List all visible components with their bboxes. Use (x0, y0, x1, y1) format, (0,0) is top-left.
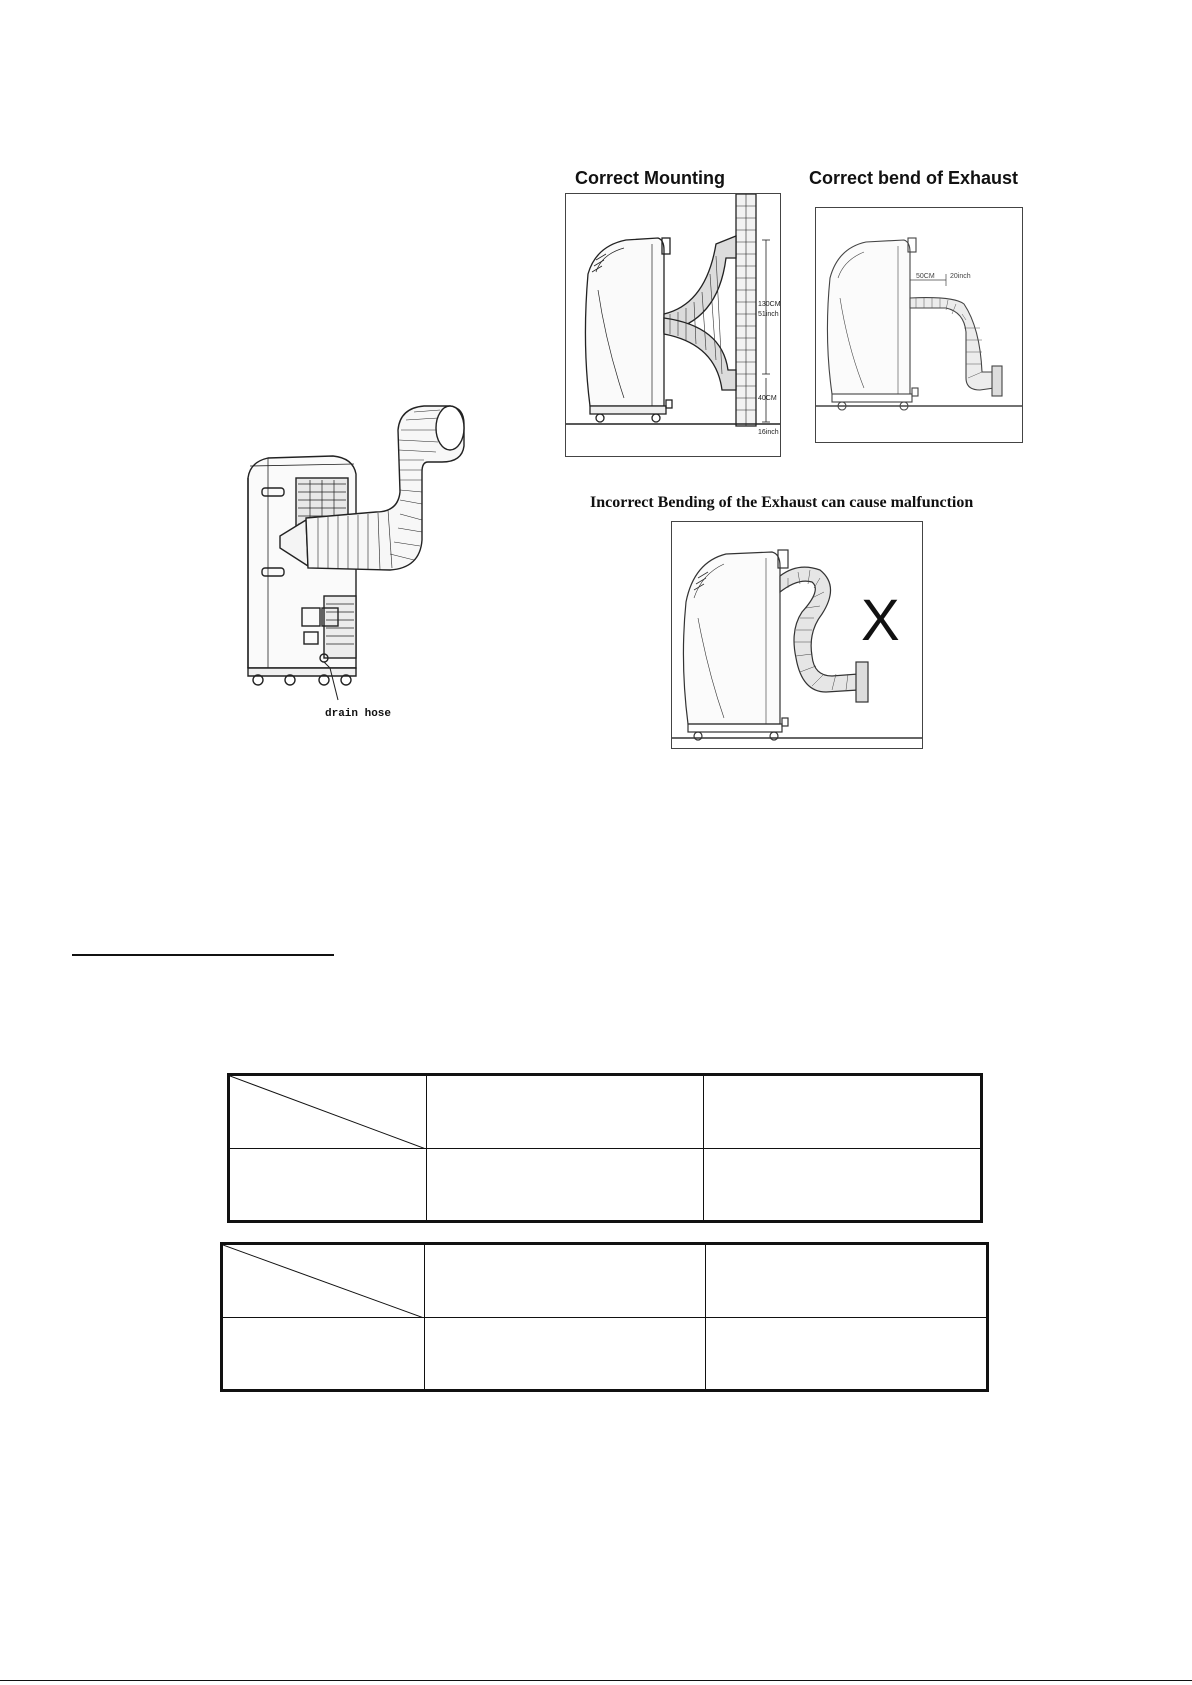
correct-bend-illustration (816, 208, 1022, 442)
table-cell (425, 1317, 706, 1391)
table-corner-cell (222, 1244, 425, 1318)
table-header-row (222, 1244, 988, 1318)
correct-mounting-illustration (566, 194, 780, 456)
table-header-cell (425, 1244, 706, 1318)
correct-bend-frame (815, 207, 1023, 443)
table-header-cell (704, 1075, 982, 1149)
incorrect-bend-caption: Incorrect Bending of the Exhaust can cause malfunction (590, 494, 974, 511)
table-header-cell (706, 1244, 988, 1318)
mount-dim-lower: 40CM (758, 395, 777, 402)
spec-table-2 (220, 1242, 989, 1392)
bend-dim-inch: 20inch (950, 273, 971, 280)
mount-dim-upper: 130CM (758, 301, 780, 308)
corner-diagonal (230, 1076, 426, 1149)
table-row (222, 1317, 988, 1391)
corner-diagonal (223, 1245, 424, 1318)
unit-with-hose-illustration (228, 400, 528, 740)
drain-hose-label: drain hose (325, 708, 392, 720)
table-header-cell (427, 1075, 704, 1149)
mount-dim-lower-inch: 16inch (758, 429, 779, 436)
correct-mounting-caption: Correct Mounting (575, 168, 725, 188)
section-heading (72, 930, 334, 950)
spec-table-1 (227, 1073, 983, 1223)
bend-dim-cm: 50CM (916, 273, 935, 280)
mount-dim-upper-inch: 51inch (758, 311, 779, 318)
table-cell (706, 1317, 988, 1391)
table-cell (704, 1148, 982, 1222)
table-corner-cell (229, 1075, 427, 1149)
unit-with-hose-figure (228, 400, 528, 740)
table-cell (222, 1317, 425, 1391)
table-cell (427, 1148, 704, 1222)
footer-rule (0, 1680, 1192, 1681)
correct-bend-caption: Correct bend of Exhaust (809, 168, 1019, 188)
correct-mounting-frame (565, 193, 781, 457)
table-header-row (229, 1075, 982, 1149)
table-cell (229, 1148, 427, 1222)
table-row (229, 1148, 982, 1222)
incorrect-mark: X (861, 588, 900, 653)
section-heading-underline (72, 954, 334, 956)
